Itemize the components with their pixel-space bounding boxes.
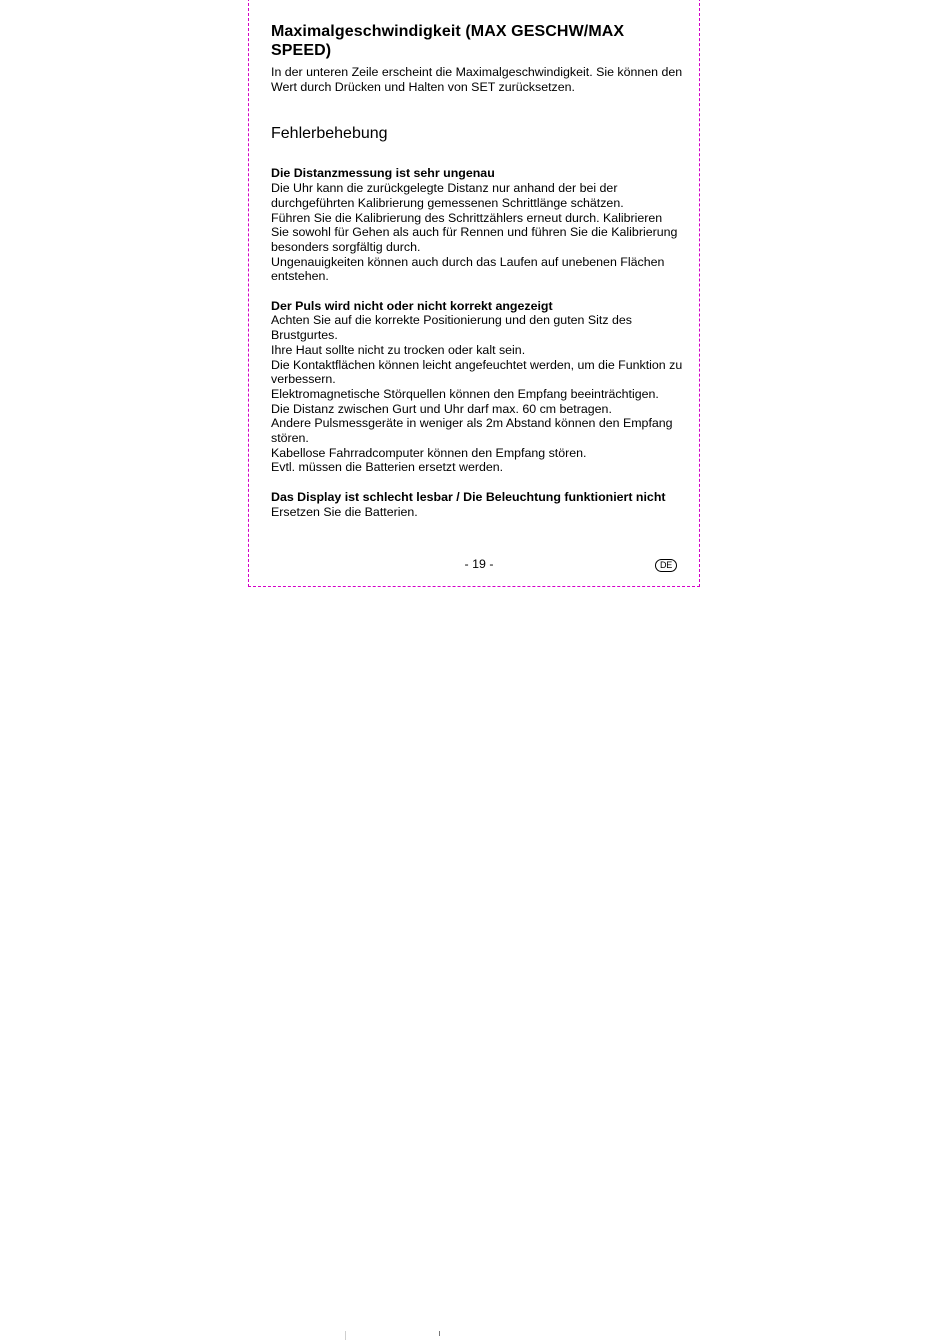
- issue-line: Ungenauigkeiten können auch durch das Laufen auf unebenen Flächen entstehen.: [271, 254, 665, 284]
- issue-pulse: [271, 299, 683, 475]
- issue-line: Die Distanz zwischen Gurt und Uhr darf max. 60 cm betragen.: [271, 401, 612, 416]
- issue-heading: Das Display ist schlecht lesbar / Die Beleuchtung funktioniert nicht: [271, 489, 666, 504]
- issue-line: Achten Sie auf die korrekte Positionierung und den guten Sitz des Brustgurtes.: [271, 313, 632, 343]
- issue-line: Die Uhr kann die zurückgelegte Distanz nur anhand der bei der durchgeführten Kalibrierung gemessenen Schrittlänge schätzen.: [271, 181, 624, 210]
- issue-line: Kabellose Fahrradcomputer können den Empfang stören.: [271, 445, 587, 460]
- language-badge: DE: [655, 559, 677, 572]
- issue-line: Ihre Haut sollte nicht zu trocken oder kalt sein.: [271, 342, 526, 357]
- issue-display: [271, 490, 683, 519]
- issue-line: Führen Sie die Kalibrierung des Schrittzählers erneut durch. Kalibrieren Sie sowohl für Gehen als auch für Rennen und führen Sie die Kalibrierung besonders sorgfältig durch.: [271, 210, 678, 254]
- scan-mark: [439, 1331, 440, 1336]
- page-content: [271, 22, 683, 519]
- max-speed-title: Maximalgeschwindigkeit (MAX GESCHW/MAX SPEED): [271, 23, 625, 59]
- troubleshooting-title: Fehlerbehebung: [271, 125, 388, 143]
- issue-line: Andere Pulsmessgeräte in weniger als 2m Abstand können den Empfang stören.: [271, 416, 673, 446]
- issue-line: Elektromagnetische Störquellen können den Empfang beeinträchtigen.: [271, 386, 659, 401]
- issue-line: Evtl. müssen die Batterien ersetzt werden.: [271, 460, 504, 475]
- issue-distance: [271, 166, 683, 284]
- issue-heading: Der Puls wird nicht oder nicht korrekt angezeigt: [271, 298, 553, 313]
- page-number: - 19 -: [464, 557, 494, 571]
- scan-mark: [345, 1331, 346, 1340]
- issue-line: Die Kontaktflächen können leicht angefeuchtet werden, um die Funktion zu verbessern.: [271, 357, 683, 387]
- max-speed-text: In der unteren Zeile erscheint die Maximalgeschwindigkeit. Sie können den Wert durch Drücken und Halten von SET zurücksetzen.: [271, 65, 683, 94]
- issue-line: Ersetzen Sie die Batterien.: [271, 504, 418, 519]
- issue-heading: Die Distanzmessung ist sehr ungenau: [271, 166, 495, 181]
